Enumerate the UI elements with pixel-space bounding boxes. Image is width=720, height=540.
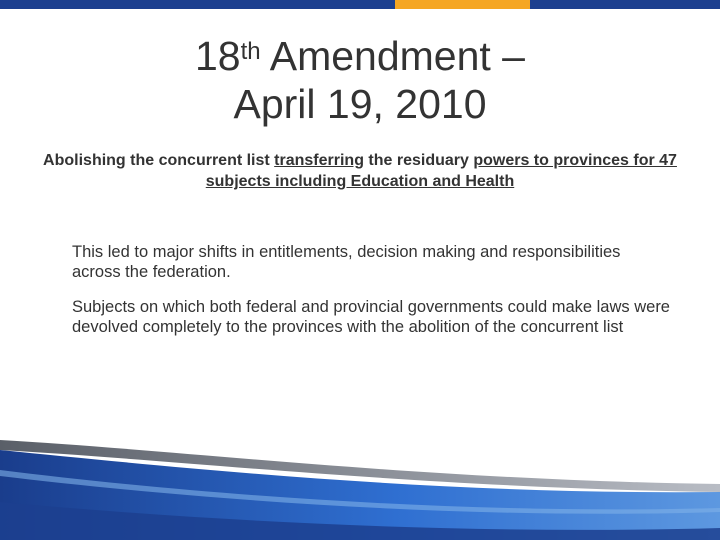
slide-title bbox=[0, 32, 720, 128]
paragraph-1: This led to major shifts in entitlements, decision making and responsibilities across the federation. bbox=[72, 243, 621, 281]
underlined-transferring: transferring bbox=[274, 152, 364, 169]
bottom-decorative-band bbox=[0, 440, 720, 540]
body-content bbox=[72, 242, 672, 352]
slide-subtitle: Abolishing the concurrent list transferring the residuary powers to provinces for 47 subjects including Education and Health bbox=[43, 152, 677, 190]
paragraph-2: Subjects on which both federal and provincial governments could make laws were devolved completely to the provinces with the abolition of the concurrent list bbox=[72, 298, 670, 336]
top-decorative-band bbox=[0, 0, 720, 9]
underlined-powers-phrase: powers to provinces for 47 subjects including Education and Health bbox=[205, 152, 677, 190]
title-line-1: 18th Amendment – bbox=[194, 33, 525, 79]
title-line-2: April 19, 2010 bbox=[233, 81, 487, 127]
